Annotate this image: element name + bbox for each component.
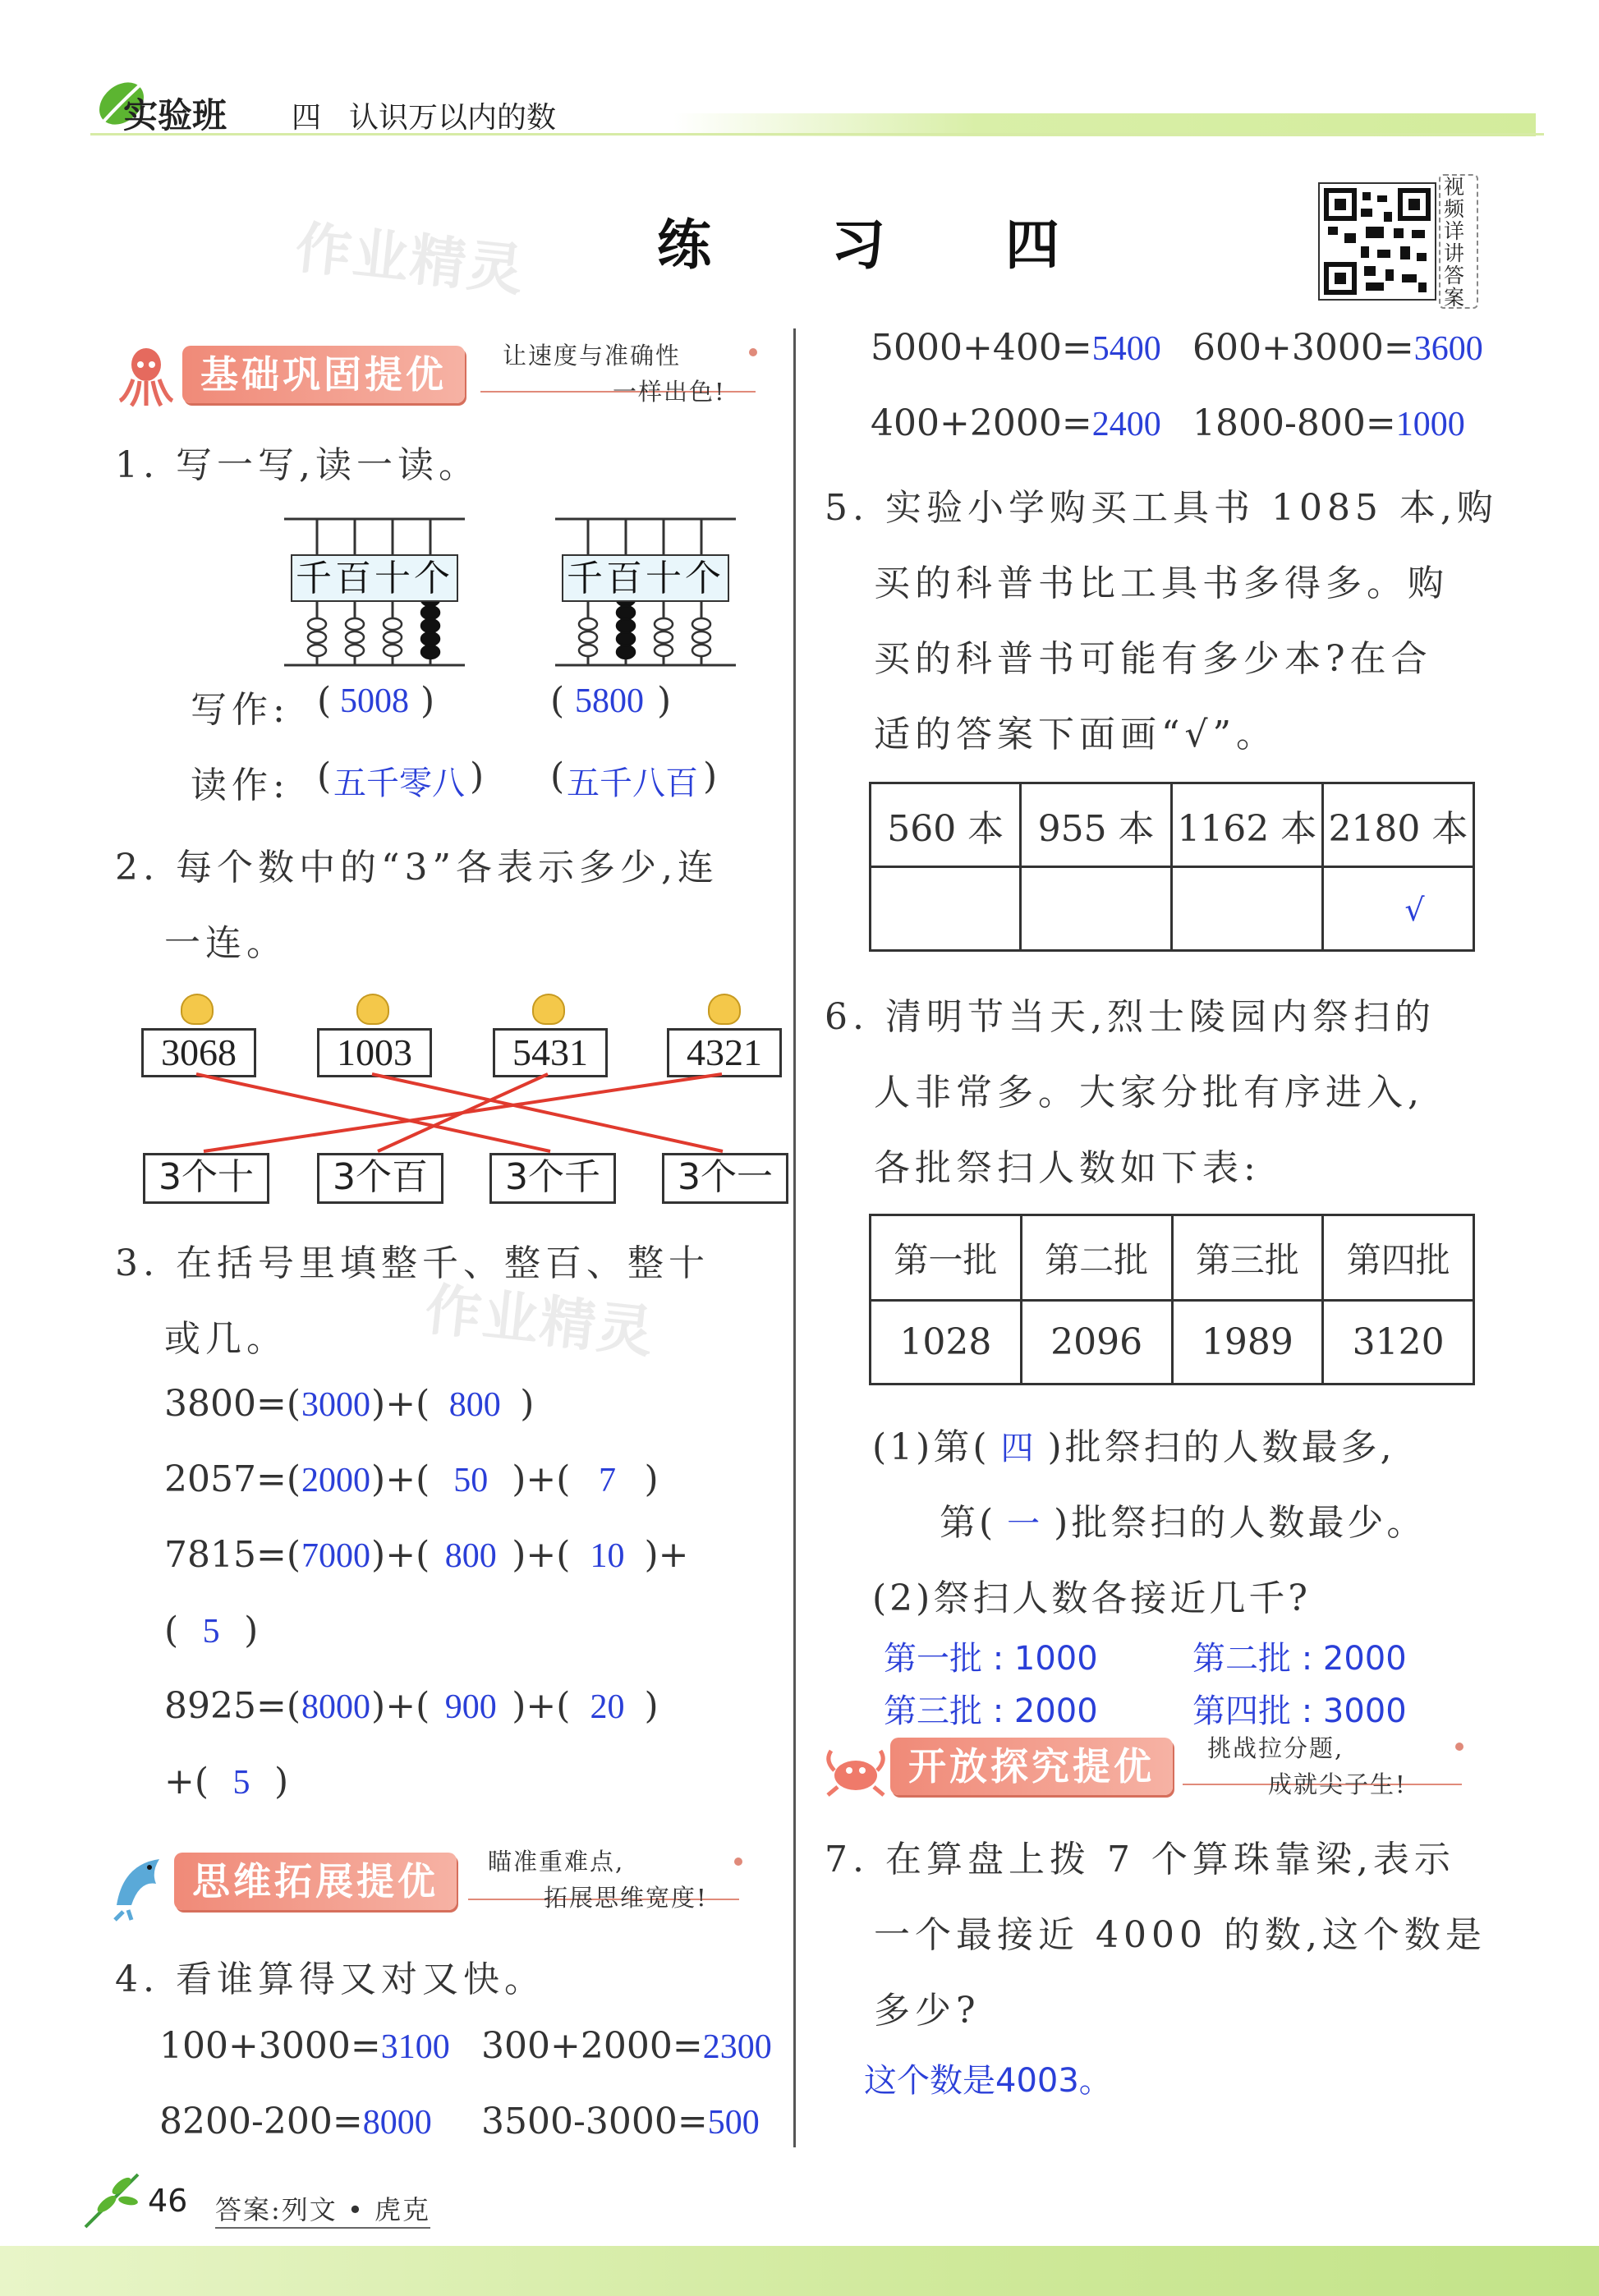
paren: ( [416,1685,430,1727]
q4-expr: 8200-200= [159,2101,363,2142]
paren: ) [644,1534,659,1576]
q1-paren-open: ( [550,680,570,722]
banner-tagline-2: 拓展思维宽度! [544,1884,708,1912]
abacus-1-label: 千百十个 [296,558,453,599]
q2-number-box: 1003 [317,1028,432,1077]
q6-sub1-post: )批祭扫的人数最多, [1047,1426,1395,1468]
q3-eq4-answer-d: 5 [232,1764,250,1802]
q4-item [1192,402,1465,444]
paren: ) [274,1761,289,1802]
q6-approx-answer: 第三批 : 2000 [884,1692,1098,1730]
q3-eq4 [164,1685,659,1727]
q4-answer: 8000 [362,2104,432,2142]
q4-prompt: 4. 看谁算得又对又快。 [115,1958,545,2000]
paren: ) [371,1458,386,1500]
q3-eq2-answer-c: 7 [598,1462,616,1499]
plus: + [658,1534,689,1576]
paren: ( [556,1534,571,1576]
q6-line: 6. 清明节当天,烈士陵园内祭扫的 [825,996,1436,1038]
q6-header: 第四批 [1323,1215,1474,1301]
q4-expr: 600+3000= [1192,327,1414,369]
q3-eq4-lhs: 8925 [164,1685,256,1727]
q1-answer-write-2: 5800 [575,682,644,720]
q6-sub1b [940,1493,1426,1545]
q1-write-label: 写作: [191,689,290,731]
paren: ) [371,1383,386,1425]
paren: ( [416,1383,430,1425]
q3-eq3-answer-d: 5 [202,1613,220,1651]
page-title: 练 习 四 [657,214,1092,277]
q2-meaning-box: 3个一 [662,1153,788,1204]
bell-icon [708,994,741,1025]
q3-eq1-lhs: 3800 [164,1383,256,1425]
q4-expr: 100+3000= [159,2025,381,2067]
q4-answer: 2400 [1091,406,1161,443]
q4-expr: 1800-800= [1192,402,1396,444]
q4-expr: 3500-3000= [481,2101,708,2142]
q1-prompt: 1. 写一写,读一读。 [115,444,480,486]
qr-code[interactable] [1318,182,1436,301]
q5-line: 适的答案下面画“√”。 [874,714,1278,755]
q4-item [159,2025,450,2067]
paren: ( [286,1534,301,1576]
paren: ( [286,1383,301,1425]
q1-paren-open: ( [317,680,337,722]
q1-paren-close: ) [657,680,677,722]
q5-option: 560 本 [871,783,1021,867]
q4-answer: 2300 [702,2028,772,2066]
q7-line: 7. 在算盘上拨 7 个算珠靠梁,表示 [825,1839,1455,1880]
brand-title: 实验班 [123,95,227,135]
q3-eq2-lhs: 2057 [164,1458,256,1500]
leaf-sprig-icon [79,2168,145,2234]
q3-eq3-answer-c: 10 [590,1537,625,1575]
q6-sub1-pre: (1)第( [872,1426,990,1468]
q2-connection-line [372,1074,723,1151]
watermark: 作业精灵 [292,215,528,305]
q4-answer: 3600 [1413,330,1483,368]
q2-number-box: 4321 [667,1028,782,1077]
abacus-2-label: 千百十个 [567,558,724,599]
q6-header: 第三批 [1172,1215,1323,1301]
q7-line: 多少? [874,1990,981,2032]
banner-tagline-2: 一样出色! [613,378,726,406]
plus: + [526,1458,557,1500]
paren: ( [556,1685,571,1727]
paren: ) [512,1458,526,1500]
q7-line: 一个最接近 4000 的数,这个数是 [874,1914,1486,1956]
q3-eq1 [164,1383,534,1425]
q1-answer-write-1: 5008 [340,682,409,720]
q5-mark-check: √ [1404,892,1425,928]
q4-item [871,327,1161,369]
equals: = [255,1383,287,1425]
q5-option: 2180 本 [1322,783,1473,867]
q3-eq4-answer-c: 20 [590,1688,625,1726]
banner-tagline-2: 成就尖子生! [1268,1770,1407,1798]
q4-answer: 1000 [1395,406,1465,443]
equals: = [255,1458,287,1500]
equals: = [255,1534,287,1576]
section-banner-open: 开放探究提优 [890,1738,1173,1795]
paren: ( [194,1761,209,1802]
paren: ) [644,1458,659,1500]
q6-value: 2096 [1021,1301,1172,1384]
q2-meaning-box: 3个千 [489,1153,616,1204]
q6-approx-answer: 第四批 : 3000 [1192,1692,1407,1730]
q4-item [159,2101,432,2142]
q2-meaning-box: 3个百 [317,1153,443,1204]
q6-header: 第一批 [871,1215,1022,1301]
page-number: 46 [148,2183,188,2219]
paren: ( [286,1685,301,1727]
q6-approx-answer: 第二批 : 2000 [1192,1640,1407,1678]
banner-tagline-1: 挑战拉分题, [1207,1734,1344,1762]
paren: ) [512,1534,526,1576]
q1-paren-open: ( [317,755,337,797]
q5-mark-cell[interactable] [1021,867,1171,951]
plus: + [526,1685,557,1727]
q2-prompt-line1: 2. 每个数中的“3”各表示多少,连 [115,847,719,889]
q5-line: 买的科普书比工具书多得多。购 [874,563,1449,604]
abacus-1 [284,517,465,668]
footer-band [0,2246,1599,2296]
q3-eq4-cont [164,1761,288,1802]
q7-answer: 这个数是4003。 [864,2062,1112,2100]
paren: ( [416,1458,430,1500]
q5-line: 买的科普书可能有多少本?在合 [874,638,1432,680]
q3-eq2 [164,1458,659,1500]
q4-answer: 500 [707,2104,760,2142]
crab-mascot-icon [821,1741,890,1798]
q2-prompt-line2: 一连。 [164,922,287,964]
q3-eq3-cont [164,1609,258,1651]
q6-header: 第二批 [1021,1215,1172,1301]
paren: ) [644,1685,659,1727]
q2-number-box: 5431 [493,1028,608,1077]
q4-answer: 3100 [380,2028,450,2066]
plus: + [164,1761,195,1802]
unit-number: 四 [292,101,322,135]
paren: ( [416,1534,430,1576]
banner-tagline-dot [1455,1743,1463,1751]
paren: ( [286,1458,301,1500]
q1-answer-read-2: 五千八百 [567,765,698,802]
q2-connection-line [204,1074,722,1151]
q3-eq2-answer-b: 50 [453,1462,489,1499]
bell-icon [181,994,214,1025]
q4-expr: 400+2000= [871,402,1092,444]
q6-value: 1028 [871,1301,1022,1384]
q6-value: 1989 [1172,1301,1323,1384]
q3-eq1-answer-a: 3000 [301,1386,371,1424]
q6-sub1 [872,1417,1395,1470]
q6-value: 3120 [1323,1301,1474,1384]
q5-mark-cell[interactable] [871,867,1021,951]
bell-icon [356,994,389,1025]
q6-data-table [869,1214,1475,1385]
q2-number-box: 3068 [141,1028,256,1077]
equals: = [255,1685,287,1727]
q4-expr: 5000+400= [871,327,1092,369]
q6-sub1-answer: 四 [1000,1430,1037,1467]
dolphin-mascot-icon [107,1848,172,1922]
qr-pattern-icon [1320,184,1435,299]
watermark: 作业精灵 [422,1277,658,1366]
q1-read-label: 读作: [191,765,290,806]
q6-line: 各批祭扫人数如下表: [874,1147,1261,1189]
abacus-2 [555,517,736,668]
q6-sub1b-pre: 第( [940,1502,997,1544]
section-banner-thinking: 思维拓展提优 [174,1853,457,1910]
q1-paren-close: ) [703,755,723,797]
qr-caption: 视频详讲答案 [1444,175,1465,310]
q4-answer: 5400 [1091,330,1161,368]
q6-line: 人非常多。大家分批有序进入, [874,1072,1424,1114]
banner-tagline-dot [734,1857,742,1866]
q6-sub1b-answer: 一 [1007,1505,1044,1543]
q5-options-table [869,782,1475,952]
q3-eq3-answer-b: 800 [444,1537,497,1575]
q1-paren-close: ) [420,680,440,722]
unit-title: 认识万以内的数 [349,101,557,135]
plus: + [385,1458,416,1500]
q6-sub1b-post: )批祭扫的人数最少。 [1054,1502,1427,1544]
q3-prompt-line1: 3. 在括号里填整千、整百、整十 [115,1242,710,1284]
q2-connection-line [378,1074,548,1151]
q5-mark-cell[interactable] [1171,867,1322,951]
banner-tagline-1: 瞄准重难点, [488,1848,625,1876]
plus: + [526,1534,557,1576]
plus: + [385,1685,416,1727]
column-divider [793,328,796,2147]
paren: ) [520,1383,535,1425]
q3-eq4-answer-a: 8000 [301,1688,371,1726]
q5-option: 1162 本 [1171,783,1322,867]
paren: ) [371,1685,386,1727]
q5-mark-cell[interactable] [1322,867,1473,951]
plus: + [385,1383,416,1425]
paren: ) [371,1534,386,1576]
banner-tagline-dot [749,348,757,356]
abacus-1-label-frame [291,554,458,602]
q1-paren-close: ) [470,755,489,797]
q4-item [481,2101,760,2142]
paren: ( [164,1609,179,1651]
banner-tagline-1: 让速度与准确性 [503,342,682,370]
q4-item [481,2025,772,2067]
q5-option: 955 本 [1021,783,1171,867]
q3-eq1-answer-b: 800 [448,1386,501,1424]
paren: ( [556,1458,571,1500]
q4-item [871,402,1161,444]
q2-meaning-box: 3个十 [143,1153,269,1204]
qr-caption-frame [1439,174,1478,309]
squid-mascot-icon [113,343,179,409]
plus: + [385,1534,416,1576]
q2-connection-line [196,1074,550,1151]
q6-approx-answer: 第一批 : 1000 [884,1640,1098,1678]
q3-eq3-answer-a: 7000 [301,1537,371,1575]
q3-eq3 [164,1534,689,1576]
bell-icon [532,994,565,1025]
q3-eq3-lhs: 7815 [164,1534,256,1576]
q5-line: 5. 实验小学购买工具书 1085 本,购 [825,487,1498,529]
q1-paren-open: ( [550,755,570,797]
q1-answer-read-1: 五千零八 [333,765,465,802]
q4-expr: 300+2000= [481,2025,703,2067]
paren: ) [244,1609,259,1651]
section-banner-basic: 基础巩固提优 [182,346,465,403]
footer-credit: 答案:列文 • 虎克 [215,2189,430,2229]
q3-prompt-line2: 或几。 [164,1318,287,1360]
q3-eq4-answer-b: 900 [444,1688,497,1726]
paren: ) [512,1685,526,1727]
q6-sub2: (2)祭扫人数各接近几千? [872,1577,1311,1619]
q4-item [1192,327,1483,369]
q3-eq2-answer-a: 2000 [301,1462,371,1499]
abacus-2-label-frame [562,554,729,602]
